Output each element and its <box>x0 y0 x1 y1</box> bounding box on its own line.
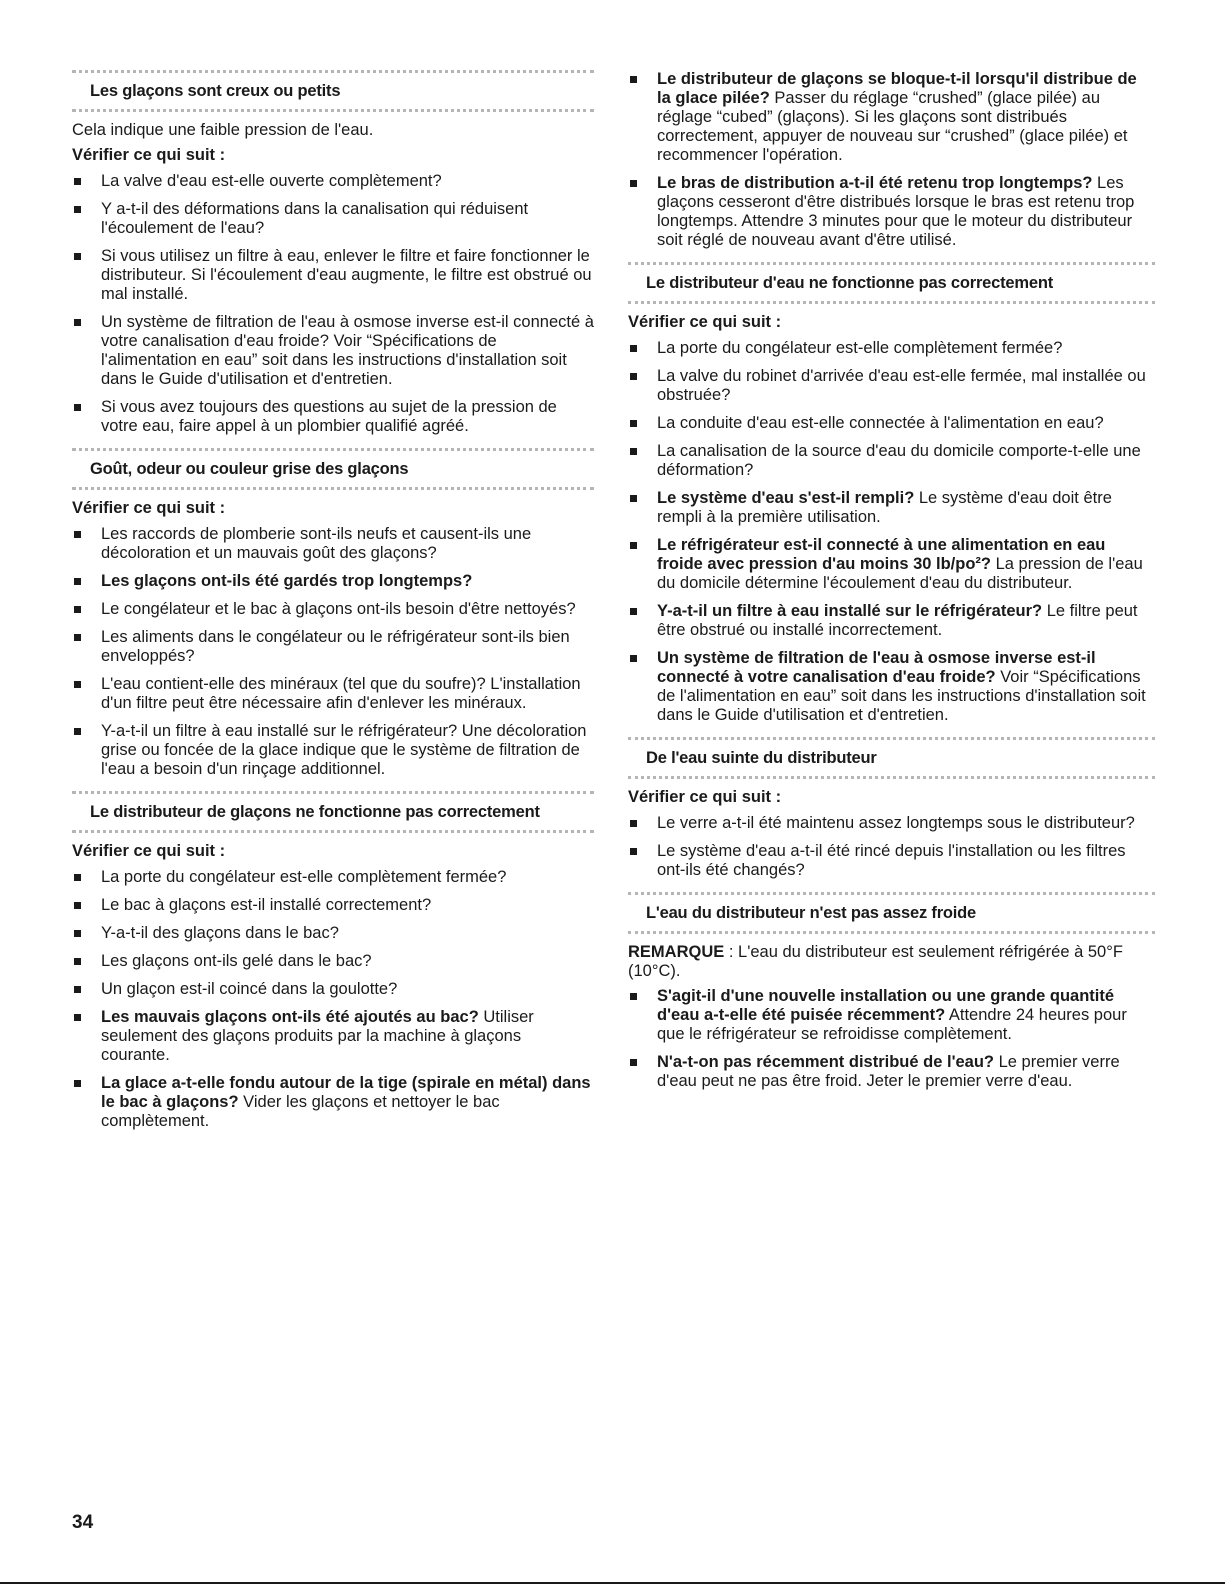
item-answer: Le premier verre d'eau peut ne pas être froid. Jeter le premier verre d'eau. <box>657 1053 1120 1090</box>
list-item: Y-a-t-il des glaçons dans le bac? <box>72 924 594 943</box>
list-item: La porte du congélateur est-elle complètement fermée? <box>628 339 1155 358</box>
section-intro: Cela indique une faible pression de l'eau. <box>72 121 374 139</box>
checklist-ice-dispenser-continued <box>628 70 1155 250</box>
list-item <box>628 649 1155 725</box>
list-item: Un glaçon est-il coincé dans la goulotte? <box>72 980 594 999</box>
list-item: La valve d'eau est-elle ouverte complètement? <box>72 172 594 191</box>
list-item: Les glaçons ont-ils été gardés trop longtemps? <box>72 572 594 591</box>
section-heading-water-dispenser: Le distributeur d'eau ne fonctionne pas correctement <box>628 262 1155 304</box>
item-question: N'a-t-on pas récemment distribué de l'eau? <box>657 1053 995 1071</box>
item-answer: Voir “Spécifications de l'alimentation en eau” soit dans les instructions d'installation soit dans le Guide d'utilisation et d'entretien. <box>657 668 1146 724</box>
list-item: Les glaçons ont-ils gelé dans le bac? <box>72 952 594 971</box>
item-question: Le distributeur de glaçons se bloque-t-il lorsqu'il distribue de la glace pilée? <box>657 70 1137 107</box>
section-heading-water-leak: De l'eau suinte du distributeur <box>628 737 1155 779</box>
checklist-hollow-cubes <box>72 172 594 436</box>
list-item <box>628 602 1155 640</box>
item-answer: Les glaçons cesseront d'être distribués lorsque le bras est retenu trop longtemps. Attendre 3 minutes pour que le moteur du distributeur soit réglé de nouveau avant d'être utilisé. <box>657 174 1135 249</box>
item-answer: Vider les glaçons et nettoyer le bac complètement. <box>101 1093 500 1130</box>
list-item <box>72 1074 594 1131</box>
right-column <box>628 70 1155 1103</box>
section-heading-ice-dispenser: Le distributeur de glaçons ne fonctionne pas correctement <box>72 791 594 833</box>
list-item: La valve du robinet d'arrivée d'eau est-elle fermée, mal installée ou obstruée? <box>628 367 1155 405</box>
verify-label: Vérifier ce qui suit : <box>72 842 226 860</box>
list-item <box>628 489 1155 527</box>
list-item: La canalisation de la source d'eau du domicile comporte-t-elle une déformation? <box>628 442 1155 480</box>
item-answer: Attendre 24 heures pour que le réfrigérateur se refroidisse complètement. <box>657 1006 1127 1043</box>
list-item: Les raccords de plomberie sont-ils neufs et causent-ils une décoloration et un mauvais goût des glaçons? <box>72 525 594 563</box>
list-item: Le verre a-t-il été maintenu assez longtemps sous le distributeur? <box>628 814 1155 833</box>
verify-label: Vérifier ce qui suit : <box>72 146 226 164</box>
item-answer: Passer du réglage “crushed” (glace pilée) au réglage “cubed” (glaçons). Si les glaçons sont distribués correctement, appuyer de nouveau sur “crushed” (glace pilée) et recommencer l'opération. <box>657 89 1128 164</box>
list-item: Les aliments dans le congélateur ou le réfrigérateur sont-ils bien enveloppés? <box>72 628 594 666</box>
list-item: Le bac à glaçons est-il installé correctement? <box>72 896 594 915</box>
item-answer: La pression de l'eau du domicile détermine l'écoulement d'eau du distributeur. <box>657 555 1143 592</box>
note-paragraph <box>628 943 1155 981</box>
list-item: Le congélateur et le bac à glaçons ont-ils besoin d'être nettoyés? <box>72 600 594 619</box>
list-item <box>628 70 1155 165</box>
verify-label: Vérifier ce qui suit : <box>628 313 782 331</box>
list-item: Si vous utilisez un filtre à eau, enlever le filtre et faire fonctionner le distributeur. Si l'écoulement d'eau augmente, le filtre est obstrué ou mal installé. <box>72 247 594 304</box>
list-item: Un système de filtration de l'eau à osmose inverse est-il connecté à votre canalisation d'eau froide? Voir “Spécifications de l'alimentation en eau” soit dans les instructions d'installation soit dans le Guide d'utilisation et d'entretien. <box>72 313 594 389</box>
item-question: S'agit-il d'une nouvelle installation ou une grande quantité d'eau a-t-elle été puisée récemment? <box>657 987 1115 1024</box>
item-answer: Le filtre peut être obstrué ou installé incorrectement. <box>657 602 1138 639</box>
item-answer: Utiliser seulement des glaçons produits par la machine à glaçons courante. <box>101 1008 534 1064</box>
section-heading-water-not-cold: L'eau du distributeur n'est pas assez froide <box>628 892 1155 934</box>
item-answer: Le système d'eau doit être rempli à la première utilisation. <box>657 489 1112 526</box>
section-heading-taste-odor: Goût, odeur ou couleur grise des glaçons <box>72 448 594 490</box>
list-item <box>72 1008 594 1065</box>
item-question: Le bras de distribution a-t-il été retenu trop longtemps? <box>657 174 1093 192</box>
list-item <box>628 1053 1155 1091</box>
checklist-ice-dispenser <box>72 868 594 1131</box>
note-text: : L'eau du distributeur est seulement réfrigérée à 50°F (10°C). <box>628 943 1123 980</box>
left-column <box>72 70 594 1143</box>
checklist-water-dispenser <box>628 339 1155 725</box>
note-label: REMARQUE <box>628 943 725 961</box>
checklist-taste-odor <box>72 525 594 779</box>
item-question: Les mauvais glaçons ont-ils été ajoutés au bac? <box>101 1008 479 1026</box>
list-item: L'eau contient-elle des minéraux (tel que du soufre)? L'installation d'un filtre peut être nécessaire afin d'enlever les minéraux. <box>72 675 594 713</box>
list-item <box>628 174 1155 250</box>
section-heading-hollow-cubes: Les glaçons sont creux ou petits <box>72 70 594 112</box>
list-item: La porte du congélateur est-elle complètement fermée? <box>72 868 594 887</box>
list-item <box>628 987 1155 1044</box>
list-item: Le système d'eau a-t-il été rincé depuis l'installation ou les filtres ont-ils été changés? <box>628 842 1155 880</box>
item-question: Le réfrigérateur est-il connecté à une alimentation en eau froide avec pression d'au moins 30 lb/po²? <box>657 536 1106 573</box>
list-item: La conduite d'eau est-elle connectée à l'alimentation en eau? <box>628 414 1155 433</box>
checklist-water-leak <box>628 814 1155 880</box>
page-number: 34 <box>72 1512 94 1533</box>
bottom-rule <box>0 1582 1225 1584</box>
item-question: Y-a-t-il un filtre à eau installé sur le réfrigérateur? <box>657 602 1043 620</box>
verify-label: Vérifier ce qui suit : <box>628 788 782 806</box>
verify-label: Vérifier ce qui suit : <box>72 499 226 517</box>
list-item <box>628 536 1155 593</box>
item-question: Le système d'eau s'est-il rempli? <box>657 489 915 507</box>
item-question: Un système de filtration de l'eau à osmose inverse est-il connecté à votre canalisation d'eau froide? <box>657 649 1096 686</box>
checklist-water-not-cold <box>628 987 1155 1091</box>
list-item: Si vous avez toujours des questions au sujet de la pression de votre eau, faire appel à un plombier qualifié agréé. <box>72 398 594 436</box>
list-item: Y a-t-il des déformations dans la canalisation qui réduisent l'écoulement de l'eau? <box>72 200 594 238</box>
item-question: La glace a-t-elle fondu autour de la tige (spirale en métal) dans le bac à glaçons? <box>101 1074 591 1111</box>
list-item: Y-a-t-il un filtre à eau installé sur le réfrigérateur? Une décoloration grise ou foncée de la glace indique que le système de filtration de l'eau a besoin d'un rinçage additionnel. <box>72 722 594 779</box>
